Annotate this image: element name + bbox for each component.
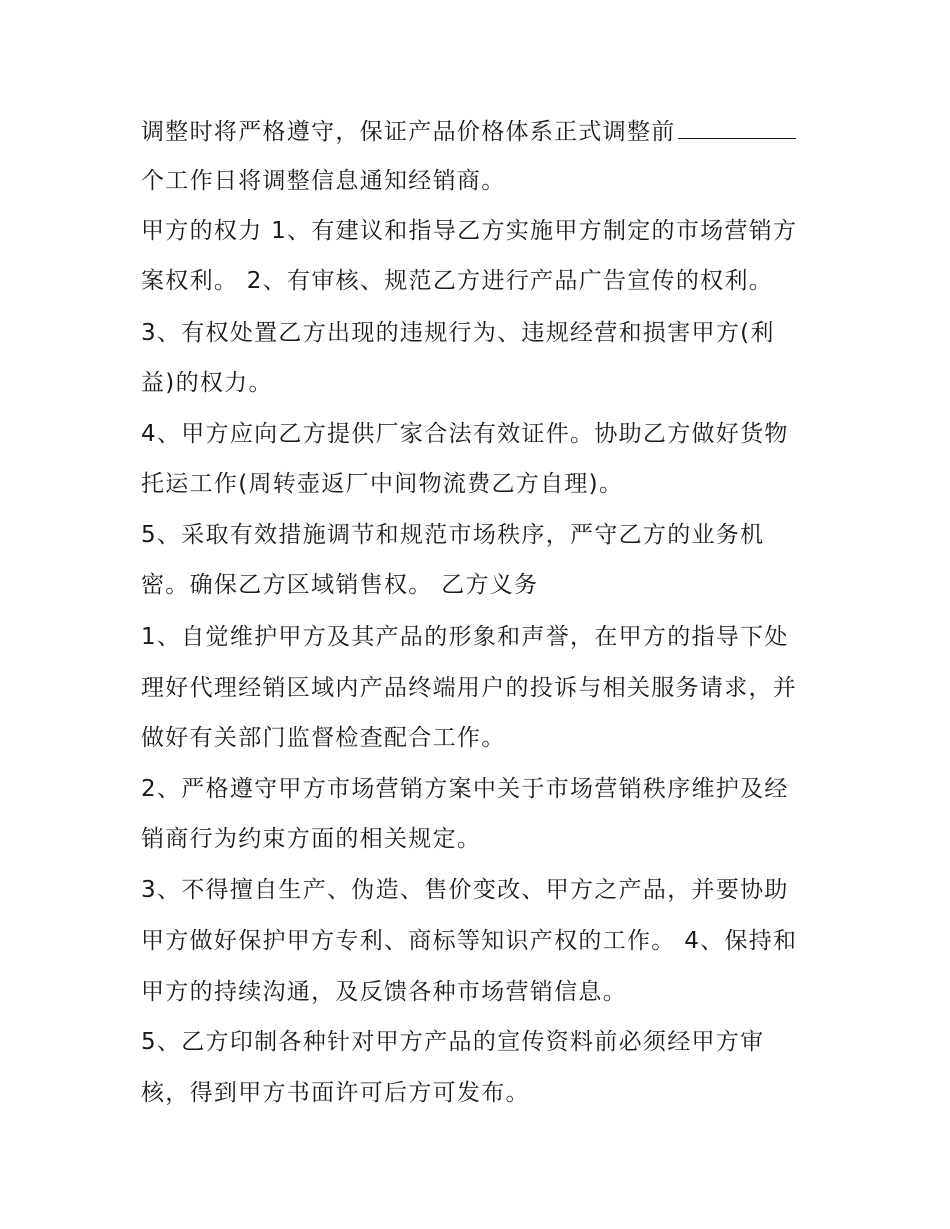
text-line: 个工作日将调整信息通知经销商。: [141, 168, 506, 194]
text-line: 3、不得擅自生产、伪造、售价变改、甲方之产品，并要协助: [141, 877, 789, 903]
text-line: 益)的权力。: [141, 370, 273, 396]
text-line: 甲方做好保护甲方专利、商标等知识产权的工作。 4、保持和: [141, 928, 798, 954]
text-line: 5、采取有效措施调节和规范市场秩序，严守乙方的业务机: [141, 522, 765, 548]
text-line: 3、有权处置乙方出现的违规行为、违规经营和损害甲方(利: [141, 320, 775, 346]
text-line: 2、严格遵守甲方市场营销方案中关于市场营销秩序维护及经: [141, 776, 789, 802]
text-line: 甲方的权力 1、有建议和指导乙方实施甲方制定的市场营销方: [141, 218, 798, 244]
text-line: 销商行为约束方面的相关规定。: [141, 826, 482, 852]
text-line: 做好有关部门监督检查配合工作。: [141, 725, 506, 751]
text-line: 理好代理经销区域内产品终端用户的投诉与相关服务请求，并: [141, 675, 798, 701]
fill-in-blank: [678, 116, 796, 139]
text-line-content: 调整时将严格遵守，保证产品价格体系正式调整前: [141, 119, 676, 145]
text-line: 托运工作(周转壶返厂中间物流费乙方自理)。: [141, 471, 624, 497]
text-line: 5、乙方印制各种针对甲方产品的宣传资料前必须经甲方审: [141, 1029, 765, 1055]
text-line: 核，得到甲方书面许可后方可发布。: [141, 1080, 530, 1106]
text-line: 1、自觉维护甲方及其产品的形象和声誉，在甲方的指导下处: [141, 624, 789, 650]
text-line: 密。确保乙方区域销售权。 乙方义务: [141, 572, 539, 598]
text-line: 甲方的持续沟通，及反馈各种市场营销信息。: [141, 979, 627, 1005]
text-line: [141, 116, 796, 146]
text-line: 4、甲方应向乙方提供厂家合法有效证件。协助乙方做好货物: [141, 421, 789, 447]
text-line: 案权利。 2、有审核、规范乙方进行产品广告宣传的权利。: [141, 268, 774, 294]
